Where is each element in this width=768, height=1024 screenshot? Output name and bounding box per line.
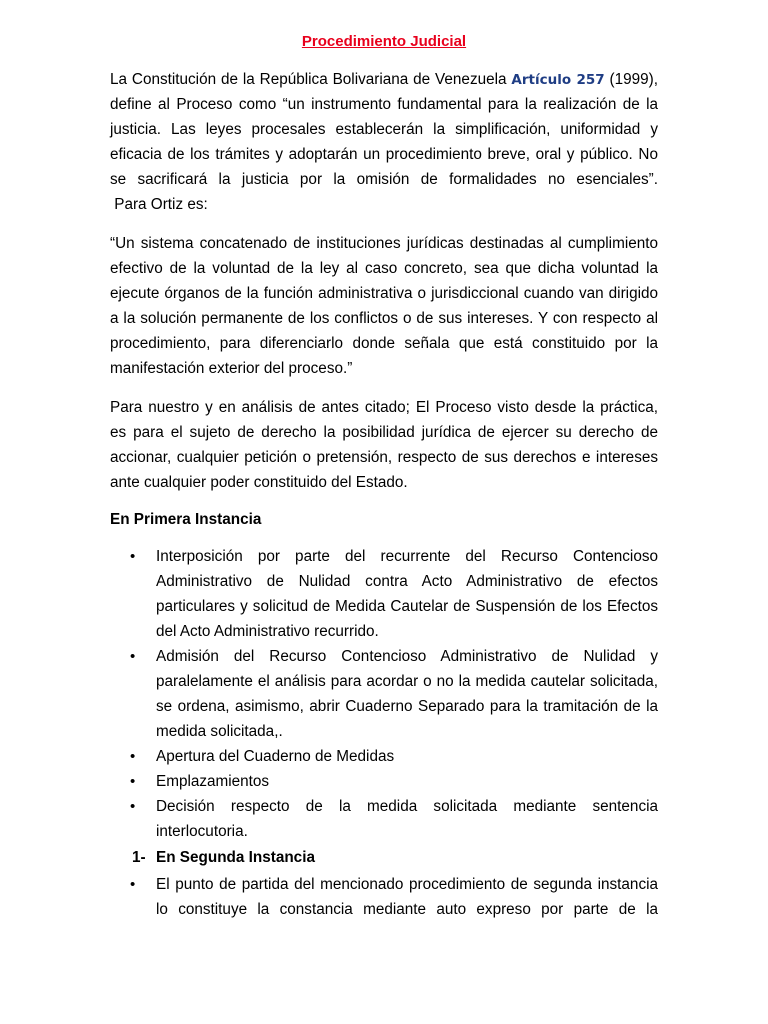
paragraph-line: manifestación exterior del proceso.” (110, 360, 353, 377)
paragraph-line: “Un sistema concatenado de instituciones jurídicas destinadas al cumplimiento (110, 235, 658, 252)
bullet-icon: • (130, 798, 136, 815)
list-item: • Emplazamientos (110, 769, 658, 794)
list-segunda-instancia (110, 872, 658, 922)
bullet-icon: • (130, 548, 136, 565)
document-title: Procedimiento Judicial (301, 33, 467, 50)
paragraph-line: efectivo de la voluntad de la ley al caso concreto, sea que dicha voluntad la (110, 260, 658, 277)
list-item: • El punto de partida del mencionado procedimiento de segunda instancia lo constituye la constancia mediante auto expreso por parte de la (110, 872, 658, 922)
bullet-icon: • (130, 748, 136, 765)
paragraph-analysis (110, 395, 658, 495)
article-reference: Artículo 257 (511, 72, 605, 88)
section-heading-text: En Segunda Instancia (156, 849, 315, 866)
bullet-icon: • (130, 648, 136, 665)
paragraph-line: se sacrificará la justicia por la omisión de formalidades no esenciales”. (110, 171, 658, 188)
paragraph-line: Para nuestro y en análisis de antes citado; El Proceso visto desde la práctica, (110, 399, 658, 416)
paragraph-line: es para el sujeto de derecho la posibilidad jurídica de ejercer su derecho de (110, 424, 658, 441)
bullet-icon: • (130, 773, 136, 790)
paragraph-line: a la solución permanente de los conflictos o de sus intereses. Y con respecto al (110, 310, 658, 327)
section-heading-primera-instancia: En Primera Instancia (110, 511, 262, 528)
list-item: • Apertura del Cuaderno de Medidas (110, 744, 658, 769)
list-item: • Interposición por parte del recurrente del Recurso Contencioso Administrativo de Nulidad contra Acto Administrativo de efectos particulares y solicitud de Medida Cautelar de Suspensión de los Efectos del Acto Administrativo recurrido. (110, 544, 658, 644)
paragraph-line: define al Proceso como “un instrumento fundamental para la realización de la (110, 96, 658, 113)
paragraph-line: ejecute órganos de la función administrativa o jurisdiccional cuando van dirigido (110, 285, 658, 302)
section-number: 1- (132, 849, 146, 866)
paragraph-line: eficacia de los trámites y adoptarán un procedimiento breve, oral y público. No (110, 146, 658, 163)
paragraph-line: accionar, cualquier petición o pretensión, respecto de sus derechos e intereses (110, 449, 658, 466)
list-item: • Admisión del Recurso Contencioso Administrativo de Nulidad y paralelamente el análisis para acordar o no la medida cautelar solicitada, se ordena, asimismo, abrir Cuaderno Separado para la tramitación de la medida solicitada,. (110, 644, 658, 744)
paragraph-line: ante cualquier poder constituido del Estado. (110, 474, 408, 491)
paragraph-line: Para Ortiz es: (110, 196, 208, 213)
list-item: • Decisión respecto de la medida solicitada mediante sentencia interlocutoria. (110, 794, 658, 844)
paragraph-line: justicia. Las leyes procesales establecerán la simplificación, uniformidad y (110, 121, 658, 138)
bullet-icon: • (130, 876, 136, 893)
paragraph-line: La Constitución de la República Bolivariana de Venezuela Artículo 257 (1999), (110, 71, 658, 88)
paragraph-constitution (110, 67, 658, 217)
list-primera-instancia (110, 544, 658, 844)
paragraph-line: procedimiento, para diferenciarlo donde señala que está constituido por la (110, 335, 658, 352)
paragraph-quote-ortiz (110, 231, 658, 381)
